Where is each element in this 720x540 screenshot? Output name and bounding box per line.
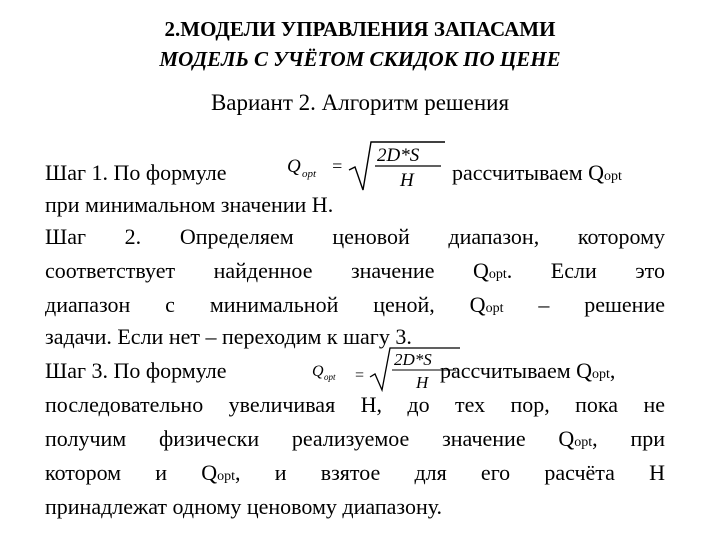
formula2-equals: =	[354, 367, 365, 384]
formula2-lhs-sub: opt	[324, 372, 336, 382]
wilson-formula-2	[308, 344, 468, 392]
variant-heading: Вариант 2. Алгоритм решения	[210, 90, 510, 115]
wilson-formula-1	[283, 136, 448, 196]
step3-result-text: рассчитываем Qopt,	[440, 358, 616, 383]
formula1-lhs-sub: opt	[302, 168, 317, 180]
slide-subtitle-italic: МОДЕЛЬ С УЧЁТОМ СКИДОК ПО ЦЕНЕ	[159, 47, 561, 71]
formula1-denominator: H	[400, 170, 414, 191]
step3-line4: котором и Qopt, и взятое для его расчёта H	[45, 460, 665, 485]
step3-line2: последовательно увеличивая H, до тех пор, пока не	[45, 392, 665, 417]
slide-title: 2.МОДЕЛИ УПРАВЛЕНИЯ ЗАПАСАМИ	[164, 17, 556, 41]
step2-line2: соответствует найденное значение Qopt. Если это	[45, 258, 665, 283]
step1-line2: при минимальном значении H.	[45, 192, 334, 217]
step2-line3: диапазон с минимальной ценой, Qopt – решение	[45, 292, 665, 317]
step2-line4: задачи. Если нет – переходим к шагу 3.	[45, 324, 412, 349]
formula1-numerator: 2D*S	[377, 145, 420, 166]
step3-line5: принадлежат одному ценовому диапазону.	[45, 494, 443, 519]
step3-line3: получим физически реализуемое значение Qopt, при	[45, 426, 665, 451]
step1-label: Шаг 1. По формуле	[45, 160, 227, 185]
formula2-denominator: H	[416, 373, 429, 392]
step2-line1: Шаг 2. Определяем ценовой диапазон, которому	[45, 224, 665, 249]
formula1-lhs: Q	[287, 156, 301, 177]
formula2-numerator: 2D*S	[394, 350, 432, 369]
formula1-equals: =	[331, 156, 344, 176]
step3-label: Шаг 3. По формуле	[45, 358, 227, 383]
formula2-lhs: Q	[312, 363, 324, 380]
step1-result-text: рассчитываем Qopt	[452, 160, 622, 185]
